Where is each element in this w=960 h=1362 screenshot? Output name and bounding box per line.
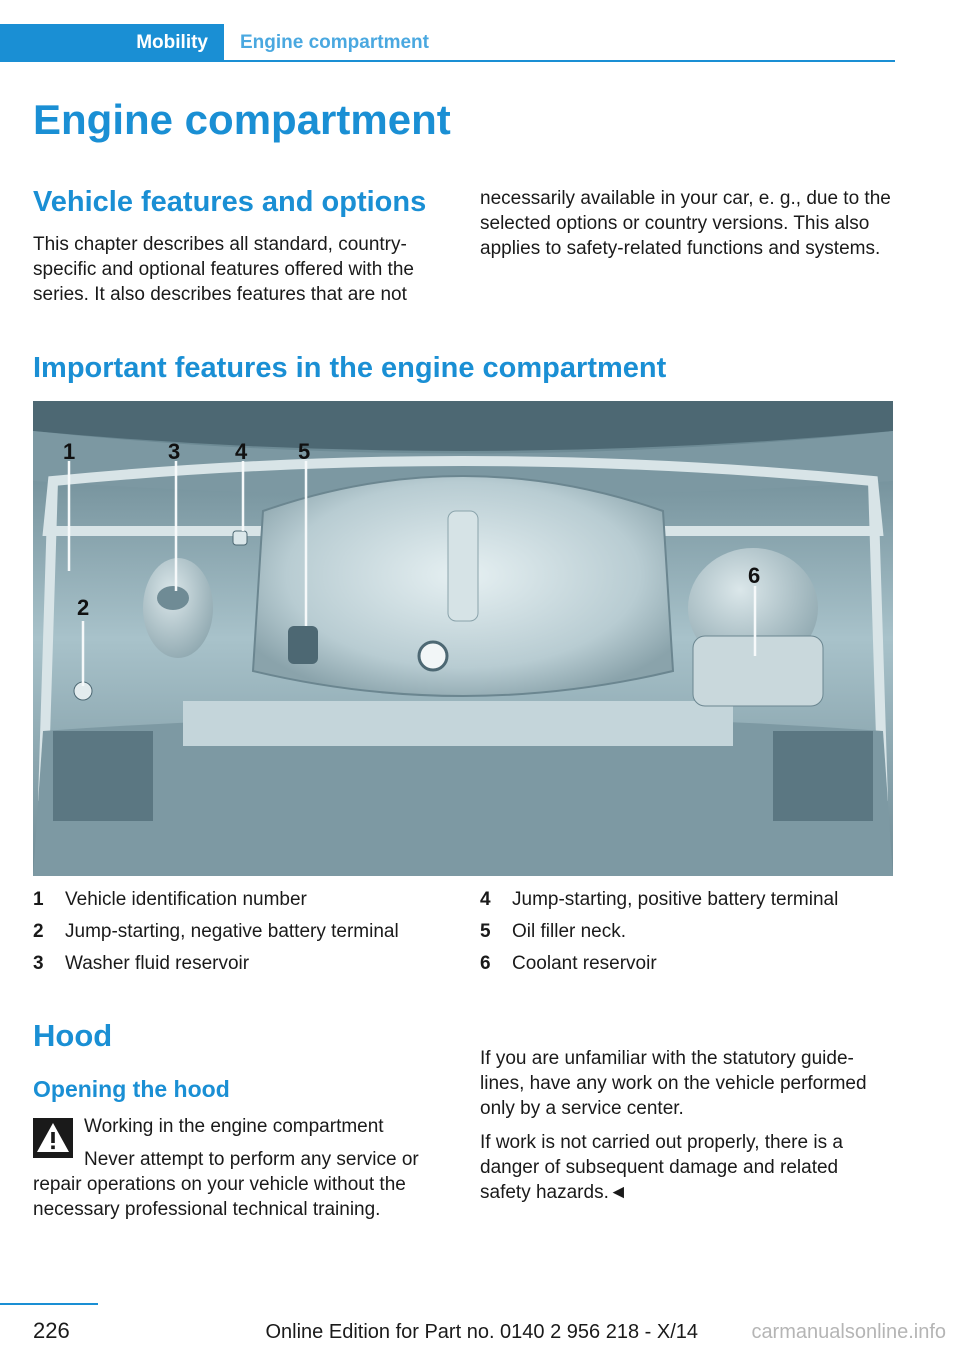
page-number: 226 — [33, 1318, 70, 1343]
edition-text: Online Edition for Part no. 0140 2 956 218 - X/14 — [265, 1321, 698, 1343]
section-tab[interactable]: Engine compartment — [240, 32, 429, 53]
callout-list-left — [33, 884, 463, 980]
callout-number: 5 — [480, 921, 491, 942]
hood-right-paragraph-1: If you are unfamiliar with the statutory guide-lines, have any work on the vehicle performed only by a service center. — [480, 1048, 867, 1119]
callout-number: 4 — [480, 889, 491, 910]
list-item — [33, 916, 463, 948]
callout-number: 1 — [33, 889, 44, 910]
callout-label: Oil filler neck. — [512, 921, 627, 942]
figure-label-2: 2 — [77, 595, 90, 620]
callout-label: Jump-starting, positive battery terminal — [512, 889, 839, 910]
warning-text: Never attempt to perform any service or repair operations on your vehicle without the necessary professional technical training. — [33, 1149, 419, 1220]
chapter-tab[interactable]: Mobility — [0, 24, 224, 62]
callout-label: Coolant reservoir — [512, 953, 657, 974]
hood-right-paragraph-2: If work is not carried out properly, there is a danger of subsequent damage and related safety hazards.◄ — [480, 1132, 843, 1203]
list-item — [33, 884, 463, 916]
hood-heading: Hood — [33, 1018, 113, 1053]
footer-rule — [0, 1303, 98, 1305]
figure-label-4: 4 — [235, 439, 248, 464]
header-bar — [0, 24, 895, 62]
vehicle-features-left-text: This chapter describes all standard, country-specific and optional features offered with the series. It also describes features that are not — [33, 234, 414, 305]
callout-number: 6 — [480, 953, 491, 974]
list-item — [480, 948, 895, 980]
header-rule — [224, 60, 895, 62]
callout-number: 2 — [33, 921, 44, 942]
vehicle-features-heading: Vehicle features and options — [33, 186, 427, 218]
figure-label-5: 5 — [298, 439, 311, 464]
list-item — [480, 916, 895, 948]
figure-label-6: 6 — [748, 563, 761, 588]
figure-label-3: 3 — [168, 439, 181, 464]
callout-number: 3 — [33, 953, 44, 974]
vehicle-features-right-text: necessarily available in your car, e. g., due to the selected options or country versions. This also applies to safety-related functions and systems. — [480, 188, 891, 259]
warning-title: Working in the engine compartment — [84, 1116, 384, 1137]
list-item — [33, 948, 463, 980]
watermark: carmanualsonline.info — [751, 1321, 946, 1343]
callout-label: Vehicle identification number — [65, 889, 307, 910]
opening-hood-subheading: Opening the hood — [33, 1076, 230, 1102]
callout-list-right — [480, 884, 895, 980]
important-features-heading: Important features in the engine compartment — [33, 352, 667, 384]
callout-label: Jump-starting, negative battery terminal — [65, 921, 399, 942]
figure-label-1: 1 — [63, 439, 76, 464]
callout-label: Washer fluid reservoir — [65, 953, 250, 974]
list-item — [480, 884, 895, 916]
engine-compartment-illustration — [33, 401, 893, 876]
page-title: Engine compartment — [33, 96, 451, 143]
